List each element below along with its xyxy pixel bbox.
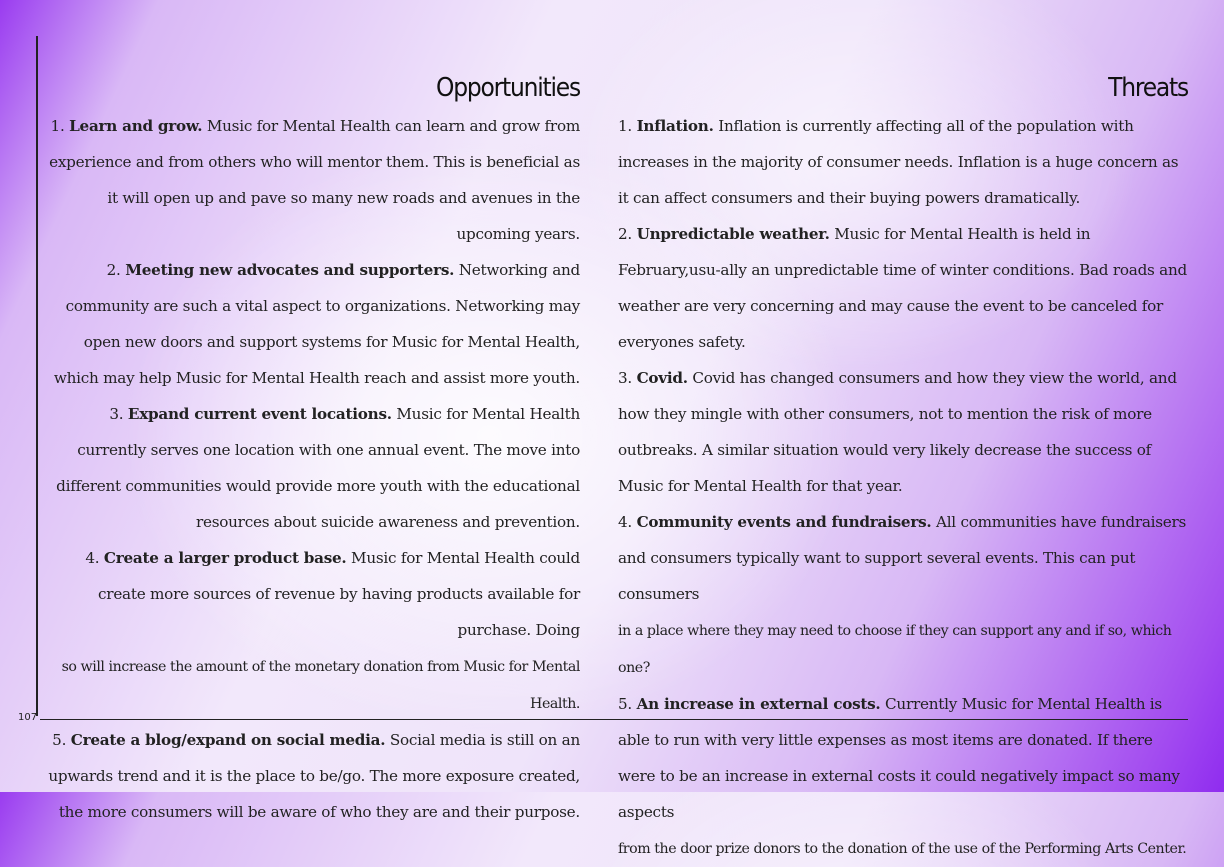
item-number: 3.: [109, 405, 124, 423]
item-text: Currently Music for Mental Health is able to run with very little expenses as most items are donated. If there were to be an increase in external costs it could negatively impact so many aspects: [618, 695, 1180, 821]
item-title: Create a larger product base.: [103, 549, 347, 567]
threat-item-1: [618, 108, 1192, 216]
opportunity-item-3: [38, 396, 580, 540]
opportunities-column: [38, 108, 580, 830]
item-text: Inflation is currently affecting all of the population with increases in the majority of consumer needs. Inflation is a huge concern as it can affect consumers and their buying powers dramatically.: [618, 117, 1179, 207]
item-number: 1.: [50, 117, 65, 135]
item-title: Unpredictable weather.: [636, 225, 830, 243]
item-number: 5.: [618, 695, 632, 713]
item-text: Music for Mental Health could create more sources of revenue by having products available for purchase. Doing: [98, 549, 580, 639]
threat-item-4: [618, 504, 1192, 686]
item-title: Community events and fundraisers.: [636, 513, 932, 531]
item-text: All communities have fundraisers and consumers typically want to support several events. This can put consumers: [618, 513, 1187, 603]
opportunity-item-1: [38, 108, 580, 252]
page-number: 107: [18, 712, 38, 723]
item-title: Create a blog/expand on social media.: [70, 731, 386, 749]
threat-item-2: [618, 216, 1192, 360]
item-number: 5.: [52, 731, 67, 749]
item-number: 4.: [85, 549, 100, 567]
item-number: 3.: [618, 369, 632, 387]
item-title: Covid.: [636, 369, 688, 387]
item-title: Expand current event locations.: [127, 405, 392, 423]
item-number: 2.: [618, 225, 632, 243]
item-text-continued: from the door prize donors to the donation of the use of the Performing Arts Center.: [618, 841, 1187, 857]
item-text-continued: in a place where they may need to choose if they can support any and if so, which one?: [618, 623, 1172, 676]
opportunities-heading: Opportunities: [435, 73, 580, 103]
opportunity-item-5: [38, 722, 580, 830]
item-text: Music for Mental Health is held in February,usu-ally an unpredictable time of winter conditions. Bad roads and weather are very concerning and may cause the event to be canceled for everyones safety.: [618, 225, 1187, 351]
threat-item-5: [618, 686, 1192, 867]
threats-column: [618, 108, 1192, 867]
threats-heading: Threats: [1108, 73, 1188, 103]
threat-item-3: [618, 360, 1192, 504]
item-title: Learn and grow.: [69, 117, 203, 135]
item-title: Meeting new advocates and supporters.: [125, 261, 455, 279]
item-number: 1.: [618, 117, 632, 135]
item-text: Social media is still on an upwards trend and it is the place to be/go. The more exposure created, the more consumers will be aware of who they are and their purpose.: [48, 731, 580, 821]
opportunity-item-2: [38, 252, 580, 396]
item-title: Inflation.: [636, 117, 714, 135]
opportunity-item-4: [38, 540, 580, 722]
item-number: 2.: [106, 261, 121, 279]
item-text: Covid has changed consumers and how they view the world, and how they mingle with other consumers, not to mention the risk of more outbreaks. A similar situation would very likely decrease the success of Music for Mental Health for that year.: [618, 369, 1177, 495]
item-title: An increase in external costs.: [636, 695, 881, 713]
item-text: Networking and community are such a vital aspect to organizations. Networking may open new doors and support systems for Music for Mental Health, which may help Music for Mental Health reach and assist more youth.: [53, 261, 580, 387]
item-text-continued: so will increase the amount of the monetary donation from Music for Mental Health.: [61, 659, 580, 712]
item-number: 4.: [618, 513, 632, 531]
item-text: Music for Mental Health currently serves one location with one annual event. The move into different communities would provide more youth with the educational resources about suicide awareness and prevention.: [56, 405, 580, 531]
item-text: Music for Mental Health can learn and grow from experience and from others who will mentor them. This is beneficial as it will open up and pave so many new roads and avenues in the upcoming years.: [49, 117, 580, 243]
